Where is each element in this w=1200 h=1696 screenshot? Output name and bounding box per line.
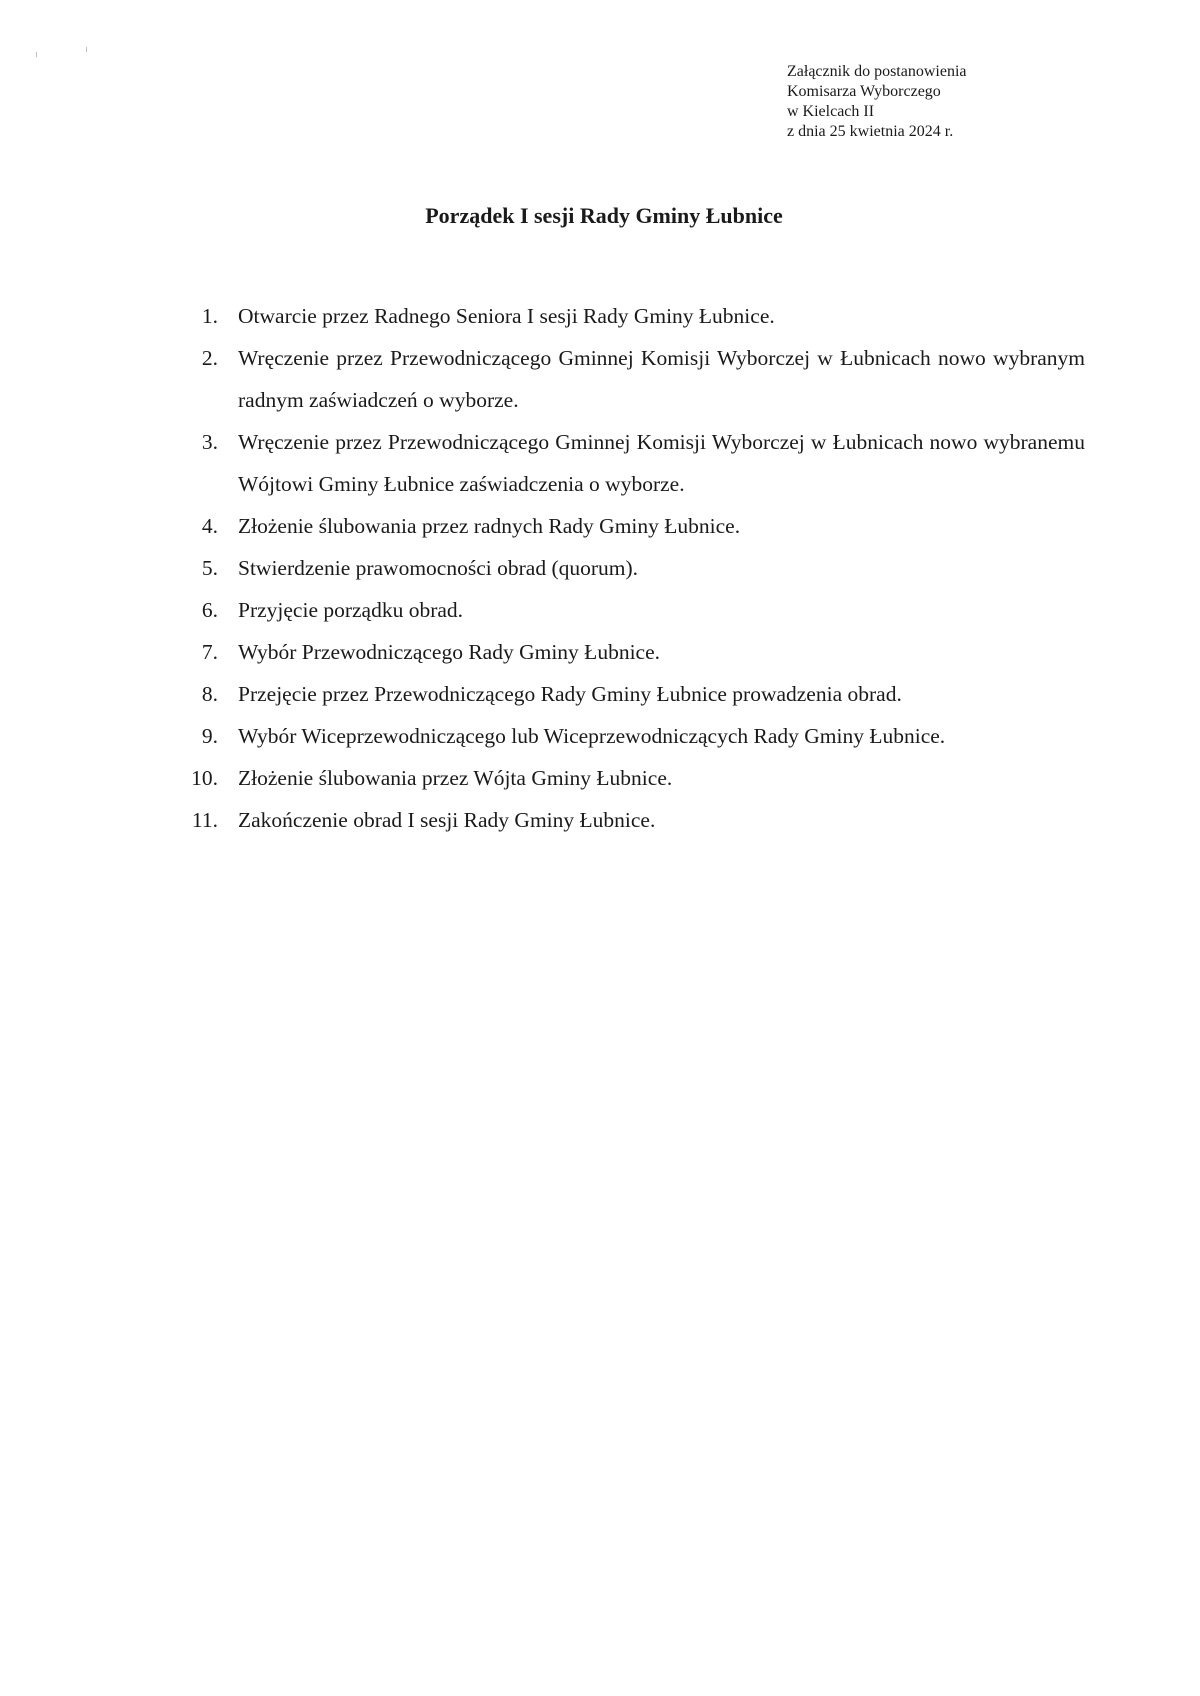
annex-line: z dnia 25 kwietnia 2024 r. bbox=[787, 123, 954, 140]
agenda-item-text: Przejęcie przez Przewodniczącego Rady Gminy Łubnice prowadzenia obrad. bbox=[238, 682, 902, 706]
agenda-item-number: 4. bbox=[201, 514, 218, 538]
agenda-item bbox=[160, 337, 1085, 421]
scan-speck bbox=[86, 47, 87, 52]
agenda-item bbox=[160, 757, 1085, 799]
agenda-item-number: 1. bbox=[201, 304, 218, 328]
agenda-item bbox=[160, 547, 1085, 589]
agenda-item bbox=[160, 295, 1085, 337]
agenda-item bbox=[160, 631, 1085, 673]
annex-line: Komisarza Wyborczego bbox=[787, 83, 941, 100]
agenda-item-number: 2. bbox=[201, 346, 218, 370]
agenda-item-text: Przyjęcie porządku obrad. bbox=[238, 598, 464, 622]
annex-header bbox=[787, 62, 967, 142]
agenda-item-text: Wybór Wiceprzewodniczącego lub Wiceprzewodniczących Rady Gminy Łubnice. bbox=[238, 724, 946, 748]
agenda-item-number: 5. bbox=[201, 556, 218, 580]
annex-line: w Kielcach II bbox=[787, 103, 875, 120]
agenda-item-number: 3. bbox=[201, 430, 218, 454]
agenda-item bbox=[160, 673, 1085, 715]
agenda-item-number: 7. bbox=[201, 640, 218, 664]
agenda-item bbox=[160, 589, 1085, 631]
scan-speck bbox=[36, 52, 37, 57]
agenda-item bbox=[160, 421, 1085, 505]
agenda-item-text: Otwarcie przez Radnego Seniora I sesji Rady Gminy Łubnice. bbox=[238, 304, 775, 328]
agenda-item bbox=[160, 505, 1085, 547]
annex-line: Załącznik do postanowienia bbox=[787, 63, 967, 80]
document-title: Porządek I sesji Rady Gminy Łubnice bbox=[425, 203, 783, 228]
agenda-item-number: 11. bbox=[191, 808, 218, 832]
agenda-item-number: 8. bbox=[201, 682, 218, 706]
agenda-item-number: 9. bbox=[201, 724, 218, 748]
agenda-item-number: 6. bbox=[201, 598, 218, 622]
agenda-item-text: Wybór Przewodniczącego Rady Gminy Łubnice. bbox=[238, 640, 661, 664]
agenda-item-number: 10. bbox=[191, 766, 218, 790]
agenda-item-text: Zakończenie obrad I sesji Rady Gminy Łubnice. bbox=[238, 808, 656, 832]
agenda-item-text: Złożenie ślubowania przez radnych Rady Gminy Łubnice. bbox=[238, 514, 741, 538]
agenda-item-text: Złożenie ślubowania przez Wójta Gminy Łubnice. bbox=[238, 766, 673, 790]
agenda-item bbox=[160, 715, 1085, 757]
agenda-item-text: Wręczenie przez Przewodniczącego Gminnej Komisji Wyborczej w Łubnicach nowo wybranym radnym zaświadczeń o wyborze. bbox=[238, 346, 1085, 412]
agenda-list bbox=[160, 295, 1085, 841]
agenda-item bbox=[160, 799, 1085, 841]
agenda-item-text: Wręczenie przez Przewodniczącego Gminnej Komisji Wyborczej w Łubnicach nowo wybranemu Wójtowi Gminy Łubnice zaświadczenia o wyborze. bbox=[238, 430, 1085, 496]
agenda-item-text: Stwierdzenie prawomocności obrad (quorum). bbox=[238, 556, 639, 580]
